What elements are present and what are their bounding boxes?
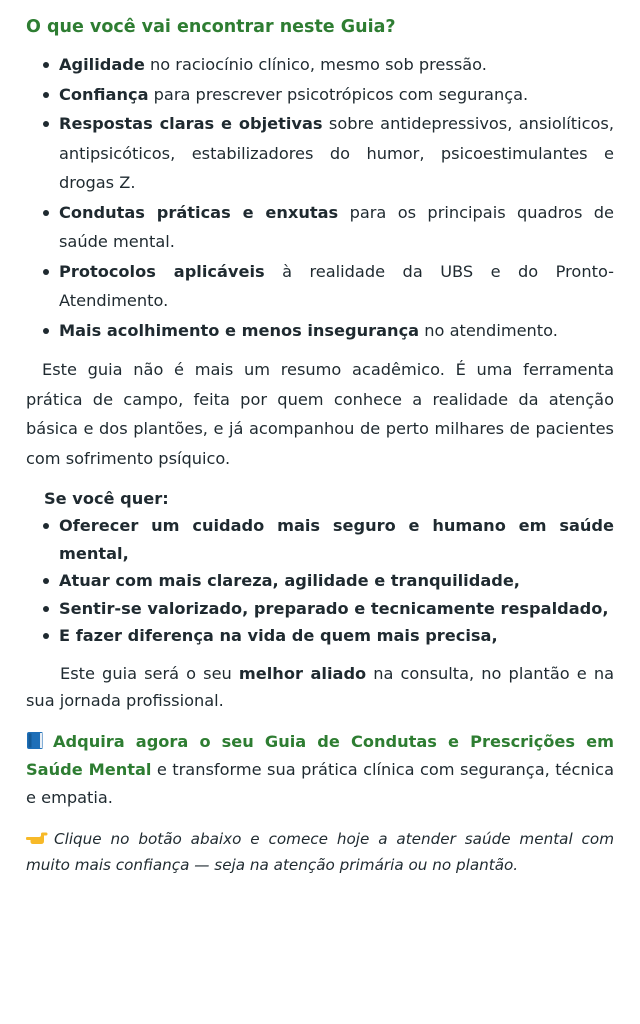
- call-to-action: [26, 728, 614, 812]
- benefit-item: [26, 80, 614, 110]
- benefit-item: [26, 50, 614, 80]
- wants-item: Oferecer um cuidado mais seguro e humano em saúde mental,: [26, 512, 614, 567]
- benefit-bold: Protocolos aplicáveis: [59, 261, 265, 281]
- benefit-text: para os principais quadros de saúde mental.: [59, 202, 614, 251]
- benefit-bold: Mais acolhimento e menos insegurança: [59, 320, 420, 340]
- guide-content: [26, 14, 614, 878]
- intro-paragraph: Este guia não é mais um resumo acadêmico. É uma ferramenta prática de campo, feita por quem conhece a realidade da atenção básica e dos plantões, e já acompanhou de perto milhares de pacientes com sofrimento psíquico.: [26, 360, 614, 468]
- benefit-bold: Respostas claras e objetivas: [59, 114, 323, 133]
- benefits-list: [26, 50, 614, 345]
- final-instruction: [26, 826, 614, 878]
- final-text: Clique no botão abaixo e comece hoje a atender saúde mental com muito mais confiança — seja na atenção primária ou no plantão.: [26, 829, 614, 874]
- benefit-item: [26, 109, 614, 198]
- benefit-item: [26, 198, 614, 257]
- benefit-bold: Agilidade: [59, 55, 145, 74]
- blue-book-icon: [26, 731, 45, 750]
- benefit-bold: Condutas práticas e enxutas: [59, 202, 339, 222]
- ally-bold: melhor aliado: [238, 663, 367, 683]
- wants-list: [26, 512, 614, 650]
- benefit-text: sobre antidepressivos, ansiolíticos, antipsicóticos, estabilizadores do humor, psicoestimulantes e drogas Z.: [59, 114, 614, 192]
- benefit-bold: Confiança: [59, 84, 149, 104]
- benefit-text: no raciocínio clínico, mesmo sob pressão.: [144, 55, 487, 74]
- section-heading: O que você vai encontrar neste Guia?: [26, 17, 396, 37]
- benefit-item: [26, 257, 614, 316]
- wants-item: E fazer diferença na vida de quem mais precisa,: [26, 622, 614, 650]
- wants-item: Atuar com mais clareza, agilidade e tranquilidade,: [26, 567, 614, 595]
- wants-item: Sentir-se valorizado, preparado e tecnicamente respaldado,: [26, 595, 614, 623]
- cta-text: e transforme sua prática clínica com segurança, técnica e empatia.: [26, 759, 614, 807]
- wants-title: Se você quer:: [44, 489, 169, 508]
- ally-text-after: na consulta, no plantão e na sua jornada profissional.: [26, 663, 614, 710]
- benefit-text: à realidade da UBS e do Pronto-Atendimento.: [59, 261, 614, 310]
- ally-paragraph: [26, 660, 614, 714]
- benefit-text: no atendimento.: [419, 320, 558, 340]
- benefit-item: [26, 316, 614, 346]
- cta-highlight: Adquira agora o seu Guia de Condutas e Prescrições em Saúde Mental: [26, 731, 614, 779]
- benefit-text: para prescrever psicotrópicos com segurança.: [148, 84, 529, 104]
- ally-text-before: Este guia será o seu: [60, 663, 239, 683]
- pointing-hand-icon: [26, 827, 48, 841]
